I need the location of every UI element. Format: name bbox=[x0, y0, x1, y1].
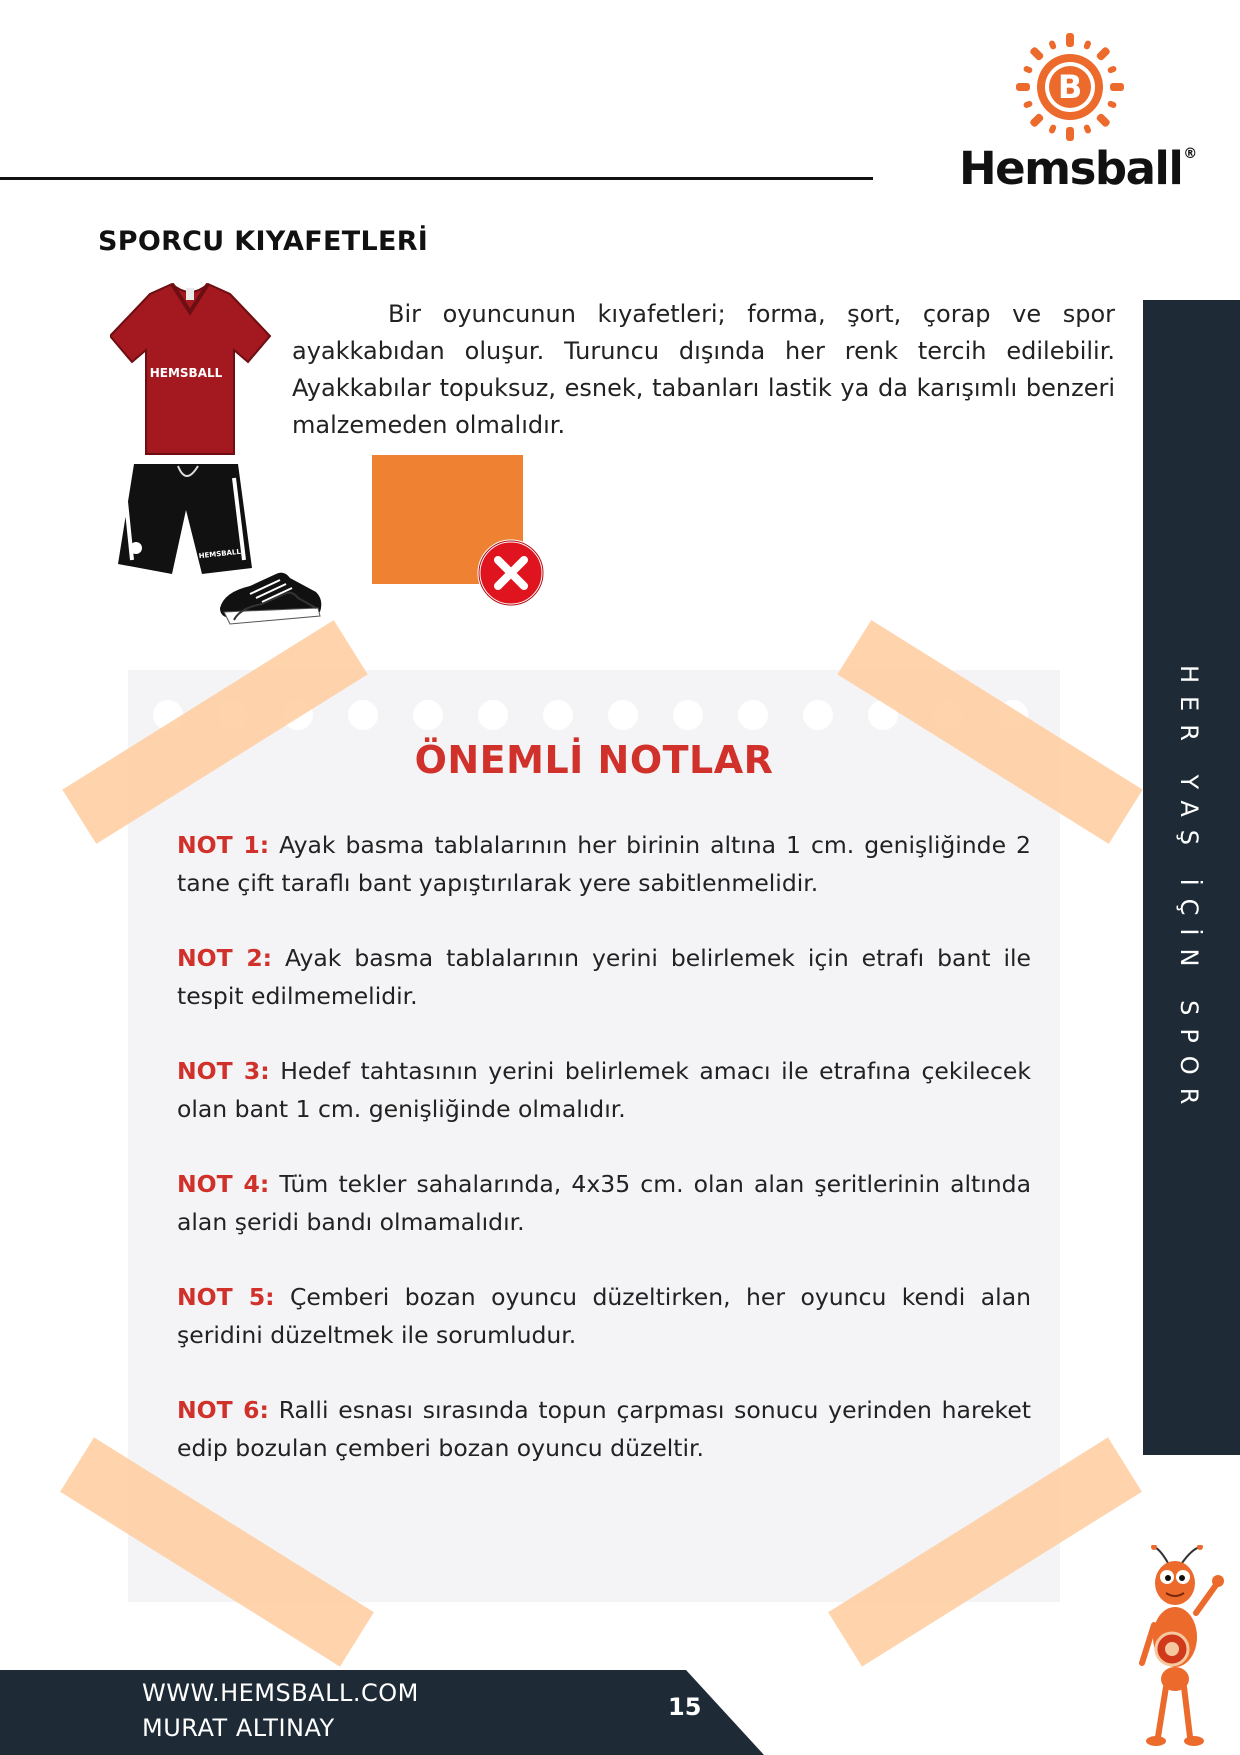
registered-mark: ® bbox=[1183, 146, 1196, 162]
sidebar-slogan: HER YAŞ İÇİN SPOR bbox=[1175, 665, 1203, 1118]
header-rule bbox=[0, 177, 873, 180]
svg-text:HEMSBALL: HEMSBALL bbox=[198, 547, 242, 561]
note-item: NOT 2: Ayak basma tablalarının yerini belirlemek için etrafı bant ile tespit edilmemelidir. bbox=[177, 944, 1031, 1010]
forbidden-x-icon bbox=[476, 538, 546, 608]
note-item: NOT 1: Ayak basma tablalarının her birinin altına 1 cm. genişliğinde 2 tane çift taraflı bant yapıştırılarak yere sabitlenmelidir. bbox=[177, 831, 1031, 897]
shorts-icon bbox=[118, 464, 252, 574]
page-number: 15 bbox=[668, 1693, 702, 1721]
footer-website: WWW.HEMSBALL.COM bbox=[142, 1679, 419, 1707]
hemsball-logo bbox=[955, 30, 1195, 200]
brand-name: Hemsball bbox=[959, 142, 1183, 195]
note-item: NOT 4: Tüm tekler sahalarında, 4x35 cm. olan alan şeritlerinin altında alan şeridi bandı olmamalıdır. bbox=[177, 1170, 1031, 1236]
notes-title: ÖNEMLİ NOTLAR bbox=[414, 738, 774, 782]
svg-text:B: B bbox=[1057, 68, 1083, 106]
note-item: NOT 6: Ralli esnası sırasında topun çarpması sonucu yerinden hareket edip bozulan çemberi bozan oyuncu düzeltir. bbox=[177, 1396, 1031, 1462]
section-title: SPORCU KIYAFETLERİ bbox=[98, 226, 429, 257]
sun-logo-icon bbox=[955, 30, 1195, 145]
sneakers-icon bbox=[220, 573, 321, 624]
intro-paragraph: Bir oyuncunun kıyafetleri; forma, şort, çorap ve spor ayakkabıdan oluşur. Turuncu dışında her renk tercih edilebilir. Ayakkabılar topuksuz, esnek, tabanları lastik ya da karışımlı benzeri malzemeden olmalıdır. bbox=[292, 300, 1115, 439]
jersey-icon bbox=[110, 284, 270, 454]
footer-author: MURAT ALTINAY bbox=[142, 1714, 335, 1742]
note-item: NOT 5: Çemberi bozan oyuncu düzeltirken, her oyuncu kendi alan şeridini düzeltmek ile sorumludur. bbox=[177, 1283, 1031, 1349]
note-item: NOT 3: Hedef tahtasının yerini belirlemek amacı ile etrafına çekilecek olan bant 1 cm. genişliğinde olmalıdır. bbox=[177, 1057, 1032, 1123]
ant-mascot-icon bbox=[1120, 1545, 1230, 1750]
svg-text:HEMSBALL: HEMSBALL bbox=[149, 366, 223, 380]
